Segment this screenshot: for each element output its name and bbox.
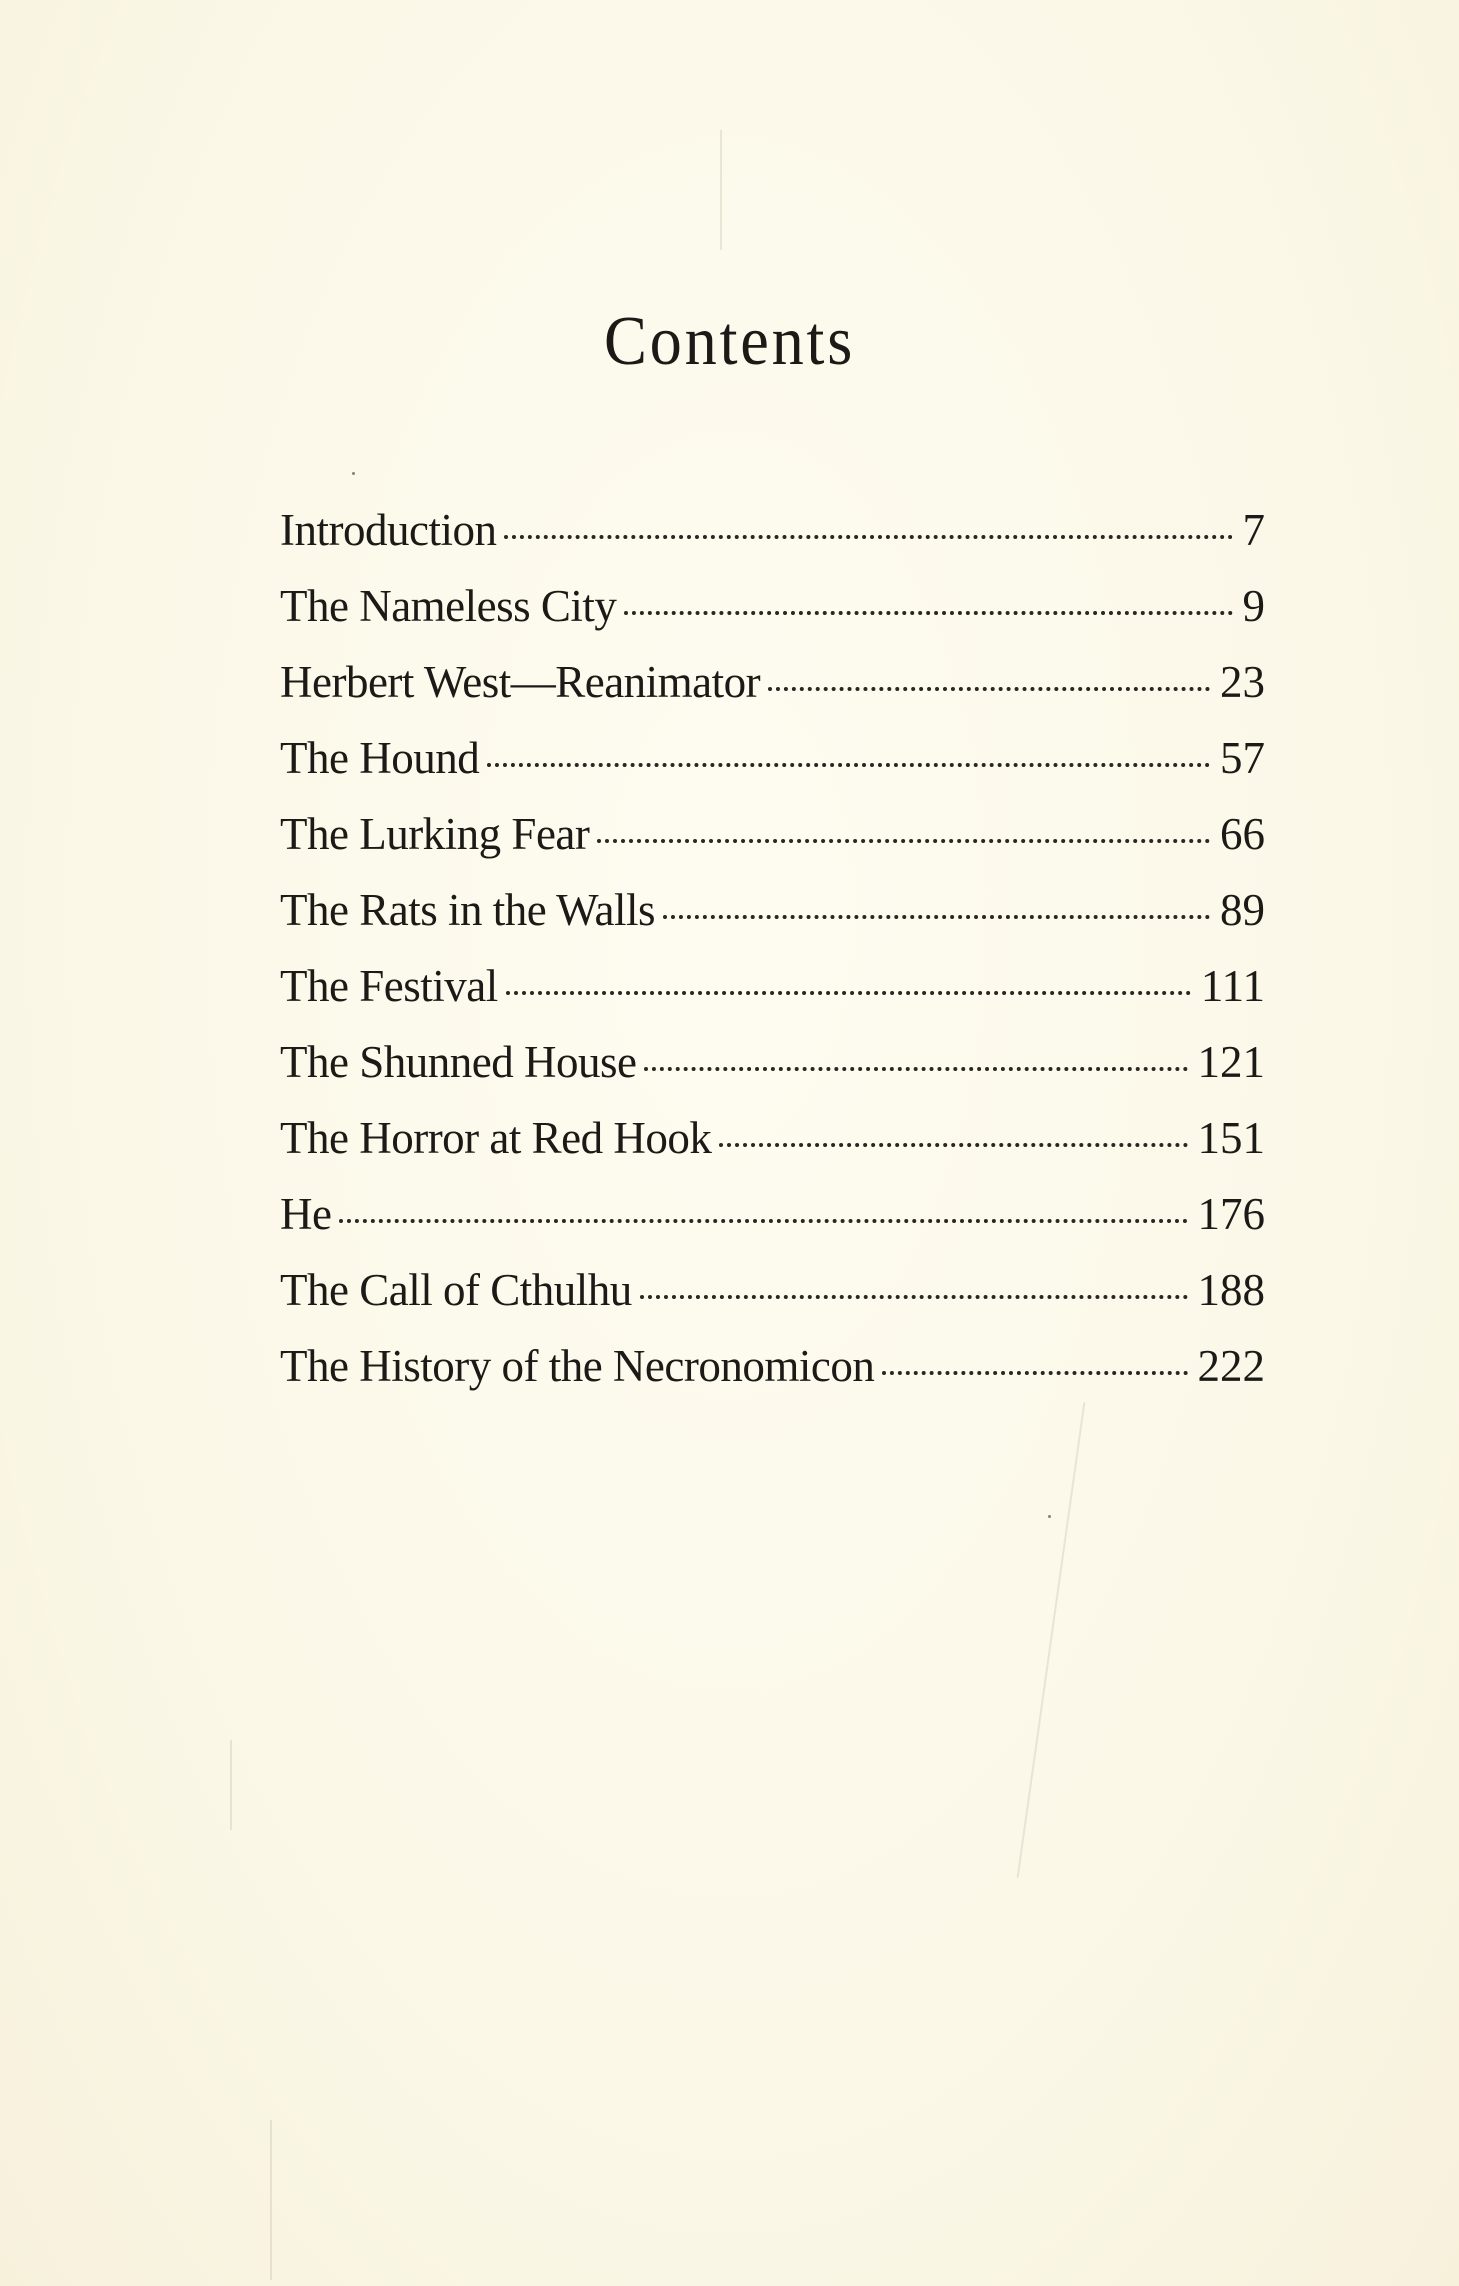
toc-entry-page: 222 (1197, 1341, 1265, 1391)
table-of-contents (280, 492, 1265, 1404)
toc-entry-page: 23 (1220, 657, 1265, 707)
dot-leader (487, 763, 1210, 767)
dot-leader (644, 1067, 1187, 1071)
toc-entry (280, 1328, 1265, 1404)
toc-entry-title: Herbert West—Reanimator (280, 657, 761, 707)
dot-leader (663, 915, 1210, 919)
toc-entry (280, 568, 1265, 644)
toc-entry-title: The Horror at Red Hook (280, 1113, 712, 1163)
dot-leader (640, 1295, 1188, 1299)
toc-entry-page: 89 (1220, 885, 1265, 935)
toc-entry (280, 1100, 1265, 1176)
toc-entry (280, 1252, 1265, 1328)
toc-entry (280, 1024, 1265, 1100)
toc-entry-title: He (280, 1189, 332, 1239)
toc-entry-page: 121 (1197, 1037, 1265, 1087)
toc-entry-title: The Hound (280, 733, 480, 783)
page-crease (720, 130, 722, 250)
toc-entry-title: The Shunned House (280, 1037, 637, 1087)
toc-entry-title: Introduction (280, 505, 497, 555)
toc-entry (280, 948, 1265, 1024)
dot-leader (624, 611, 1232, 615)
toc-entry-title: The Lurking Fear (280, 809, 590, 859)
toc-entry (280, 492, 1265, 568)
toc-entry-title: The Festival (280, 961, 498, 1011)
toc-entry-page: 9 (1242, 581, 1265, 631)
toc-entry-page: 7 (1242, 505, 1265, 555)
dot-leader (719, 1143, 1187, 1147)
page-crease (230, 1740, 232, 1830)
toc-entry-title: The Nameless City (280, 581, 617, 631)
toc-entry-title: The Rats in the Walls (280, 885, 655, 935)
paper-speck (352, 472, 355, 475)
toc-entry (280, 796, 1265, 872)
dot-leader (504, 535, 1232, 539)
dot-leader (768, 687, 1210, 691)
toc-entry (280, 644, 1265, 720)
page-crease (1017, 1402, 1086, 1878)
dot-leader (506, 991, 1191, 995)
page-crease (270, 2120, 272, 2280)
toc-entry-page: 66 (1220, 809, 1265, 859)
toc-entry-page: 188 (1197, 1265, 1265, 1315)
paper-speck (1048, 1515, 1051, 1518)
dot-leader (597, 839, 1210, 843)
toc-entry (280, 1176, 1265, 1252)
page-title: Contents (603, 302, 856, 380)
toc-entry (280, 872, 1265, 948)
toc-entry-page: 176 (1197, 1189, 1265, 1239)
toc-entry-title: The History of the Necronomicon (280, 1341, 875, 1391)
toc-entry-page: 57 (1220, 733, 1265, 783)
toc-entry (280, 720, 1265, 796)
toc-entry-page: 151 (1197, 1113, 1265, 1163)
dot-leader (882, 1371, 1187, 1375)
dot-leader (339, 1219, 1187, 1223)
toc-entry-page: 111 (1200, 961, 1265, 1011)
toc-entry-title: The Call of Cthulhu (280, 1265, 632, 1315)
